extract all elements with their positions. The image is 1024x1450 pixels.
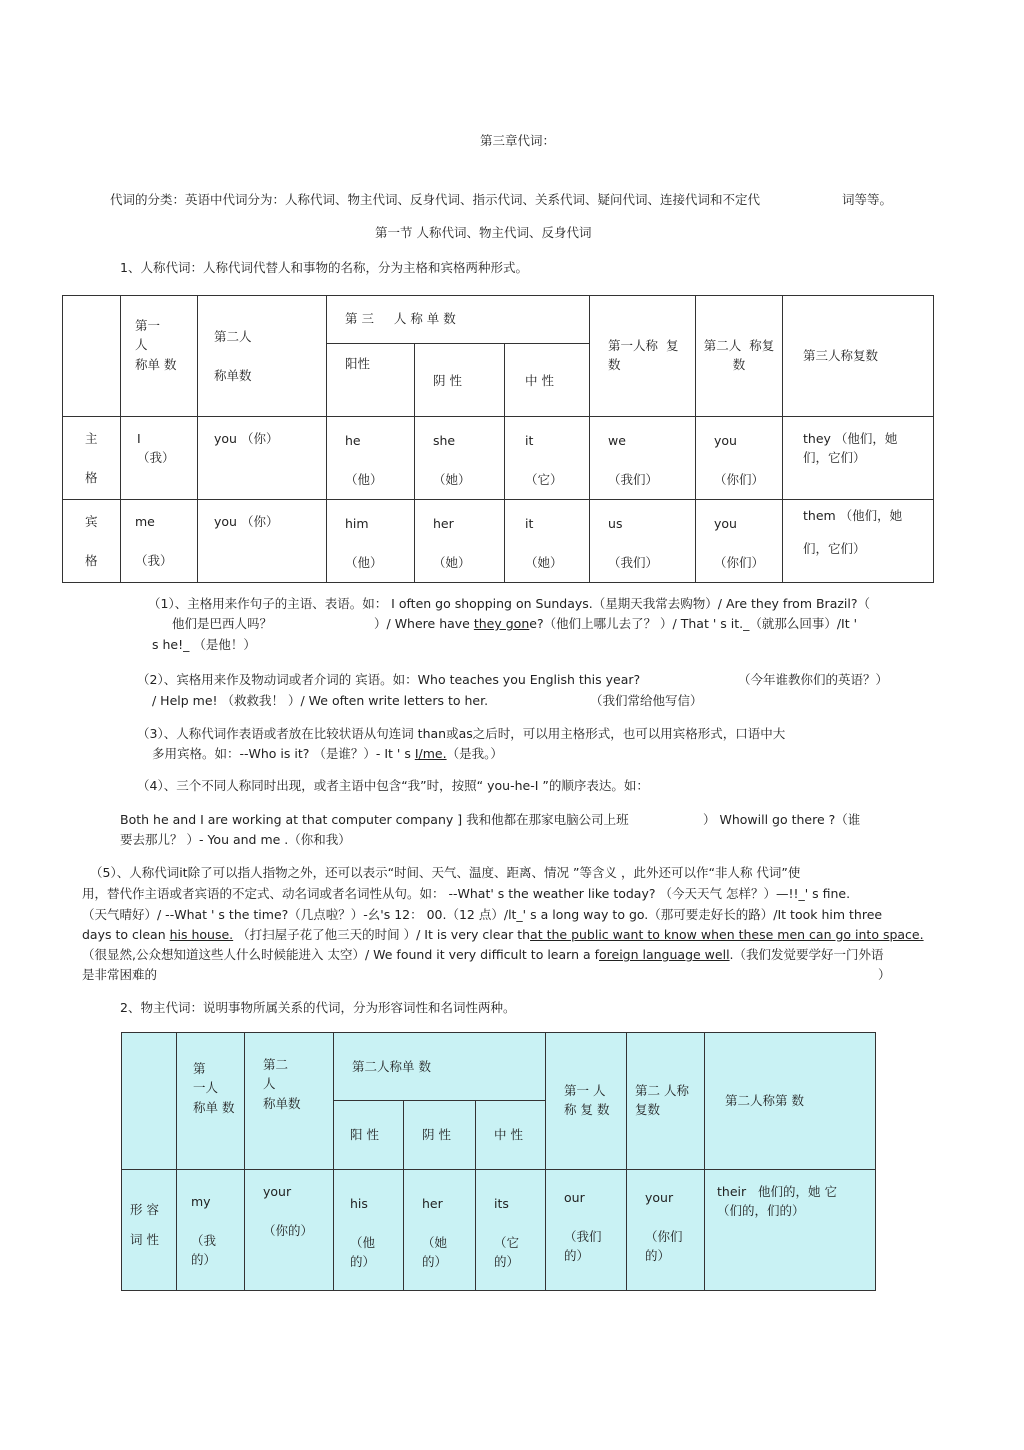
table-cell: him （他） xyxy=(327,500,415,583)
table-cell: it （她） xyxy=(505,500,590,583)
item-1-heading: 1、人称代词：人称代词代替人和事物的名称，分为主格和宾格两种形式。 xyxy=(120,260,528,275)
table-cell: me （我） xyxy=(121,500,198,583)
note-underlined: oreign language well xyxy=(599,947,730,962)
row-label-subjective: 主 格 xyxy=(63,417,121,500)
header-third-singular: 第二人称单 数 xyxy=(334,1033,546,1101)
table-cell: my （我 的） xyxy=(177,1170,245,1291)
intro-text-tail: 词等等。 xyxy=(842,192,893,207)
row-label-adjectival: 形 容 词 性 xyxy=(122,1170,177,1291)
note-text: （是我。） xyxy=(446,746,503,761)
note-5-line-5 xyxy=(82,945,884,963)
header-second-plural: 第二人 称复 数 xyxy=(696,296,783,417)
table-cell: his （他 的） xyxy=(334,1170,404,1291)
note-underlined: they gon xyxy=(473,616,530,631)
header-second-singular: 第二 人 称单数 xyxy=(245,1033,334,1170)
note-1-line-3: s he!_ （是他！） xyxy=(152,637,256,652)
table-cell: you （你） xyxy=(198,417,327,500)
note-text: .（我们发觉要学好一门外语 xyxy=(729,947,884,962)
table-cell: we （我们） xyxy=(590,417,696,500)
header-empty xyxy=(63,296,121,417)
note-5-line-4 xyxy=(82,925,924,943)
header-empty xyxy=(122,1033,177,1170)
note-1-line-2 xyxy=(172,614,857,632)
note-text: （很显然,公众想知道这些人什么时候能进入 太空）/ We found it very difficult to learn a f xyxy=(82,947,599,962)
note-text: 多用宾格。如：--Who is it? （是谁？）- It ' s xyxy=(152,746,415,761)
note-underlined: at the public want to know when these men can go into space. xyxy=(530,927,924,942)
header-third-plural: 第二人称第 数 xyxy=(705,1033,876,1170)
note-1-line-1: （1）、主格用来作句子的主语、表语。如： I often go shopping on Sundays.（星期天我常去购物）/ Are they from Brazil?（ xyxy=(148,596,870,611)
header-third-singular: 第 三 人 称 单 数 xyxy=(327,296,590,344)
note-2-line-2a: / Help me! （救救我！ ）/ We often write letters to her. xyxy=(152,693,489,708)
row-label-objective: 宾 格 xyxy=(63,500,121,583)
item-2-heading: 2、物主代词：说明事物所属关系的代词，分为形容词性和名词性两种。 xyxy=(120,1000,516,1015)
table-cell: she （她） xyxy=(415,417,505,500)
table-cell: her （她） xyxy=(415,500,505,583)
note-4-line-2b: ） Whowill go there ?（谁 xyxy=(703,812,861,827)
section-heading: 第一节 人称代词、物主代词、反身代词 xyxy=(375,225,592,240)
table-cell: us （我们） xyxy=(590,500,696,583)
note-5-line-1: （5）、人称代词it除了可以指人指物之外，还可以表示“时间、天气、温度、距离、情况 ”等含义 ，此外还可以作“非人称 代词”使 xyxy=(90,865,801,880)
table-cell: he （他） xyxy=(327,417,415,500)
note-5-line-6: 是非常困难的 xyxy=(82,967,158,982)
note-2-line-1b: （今年谁教你们的英语？） xyxy=(738,672,889,687)
possessive-pronoun-table xyxy=(121,1032,876,1291)
header-masculine: 阳性 xyxy=(327,344,415,417)
table-cell: you （你） xyxy=(198,500,327,583)
page-title: 第三章代词： xyxy=(480,133,556,148)
table-cell: our （我们 的） xyxy=(546,1170,627,1291)
table-cell: her （她 的） xyxy=(404,1170,476,1291)
note-5-line-2: 用，替代作主语或者宾语的不定式、动名词或者名词性从句。如： --What' s the weather like today? （今天天气 怎样？）—!!_' s fine. xyxy=(82,886,851,901)
header-first-singular: 第一 人 称单 数 xyxy=(121,296,198,417)
note-3-line-1: （3）、人称代词作表语或者放在比较状语从句连词 than或as之后时，可以用主格形式，也可以用宾格形式，口语中大 xyxy=(137,726,786,741)
header-feminine: 阴 性 xyxy=(415,344,505,417)
header-first-plural: 第一 人 称 复 数 xyxy=(546,1033,627,1170)
personal-pronoun-table xyxy=(62,295,934,583)
note-4-line-3: 要去那儿？ ）- You and me .（你和我） xyxy=(120,832,351,847)
note-text: e?（他们上哪儿去了？ ）/ That ' s it._（就那么回事）/It ' xyxy=(529,616,858,631)
header-first-plural: 第一人称 复 数 xyxy=(590,296,696,417)
table-cell: you （你们） xyxy=(696,417,783,500)
table-cell: your （你们 的） xyxy=(627,1170,705,1291)
note-5-line-6-paren: ） xyxy=(878,967,891,982)
table-cell: it （它） xyxy=(505,417,590,500)
note-text: ）/ Where have xyxy=(374,616,474,631)
header-second-singular: 第二人 称单数 xyxy=(198,296,327,417)
table-cell: their 他们的，她 它 （们的，们的） xyxy=(705,1170,876,1291)
note-text: 他们是巴西人吗？ xyxy=(172,616,273,631)
table-cell: they （他们，她 们，它们） xyxy=(783,417,934,500)
note-2-line-1a: （2）、宾格用来作及物动词或者介词的 宾语。如：Who teaches you English this year? xyxy=(137,672,641,687)
note-text: （打扫屋子花了他三天的时间 ）/ It is very clear th xyxy=(233,927,531,942)
note-underlined: I/me. xyxy=(414,746,447,761)
note-3-line-2 xyxy=(152,744,503,762)
header-third-plural: 第三人称复数 xyxy=(783,296,934,417)
note-2-line-2b: （我们常给他写信） xyxy=(590,693,703,708)
table-cell: your （你的） xyxy=(245,1170,334,1291)
table-cell: them （他们，她 们，它们） xyxy=(783,500,934,583)
note-underlined: his house. xyxy=(169,927,234,942)
note-4-line-2a: Both he and I are working at that computer company ] 我和他都在那家电脑公司上班 xyxy=(120,812,629,827)
intro-text: 代词的分类：英语中代词分为：人称代词、物主代词、反身代词、指示代词、关系代词、疑问代词、连接代词和不定代 xyxy=(110,192,761,207)
note-text: days to clean xyxy=(82,927,170,942)
note-4-line-1: （4）、三个不同人称同时出现，或者主语中包含“我”时，按照“ you-he-I ”的顺序表达。如： xyxy=(137,778,649,793)
table-cell: I （我） xyxy=(121,417,198,500)
header-second-plural: 第二 人称 复数 xyxy=(627,1033,705,1170)
header-first-singular: 第 一人 称单 数 xyxy=(177,1033,245,1170)
note-5-line-3: （天气晴好）/ --What ' s the time?（几点啦？）-幺's 12： 00.（12 点）/lt_' s a long way to go.（那可要走好长的路）/It took him three xyxy=(82,907,883,922)
header-neuter: 中 性 xyxy=(476,1101,546,1170)
table-cell: its （它 的） xyxy=(476,1170,546,1291)
table-cell: you （你们） xyxy=(696,500,783,583)
header-neuter: 中 性 xyxy=(505,344,590,417)
header-feminine: 阴 性 xyxy=(404,1101,476,1170)
header-masculine: 阳 性 xyxy=(334,1101,404,1170)
